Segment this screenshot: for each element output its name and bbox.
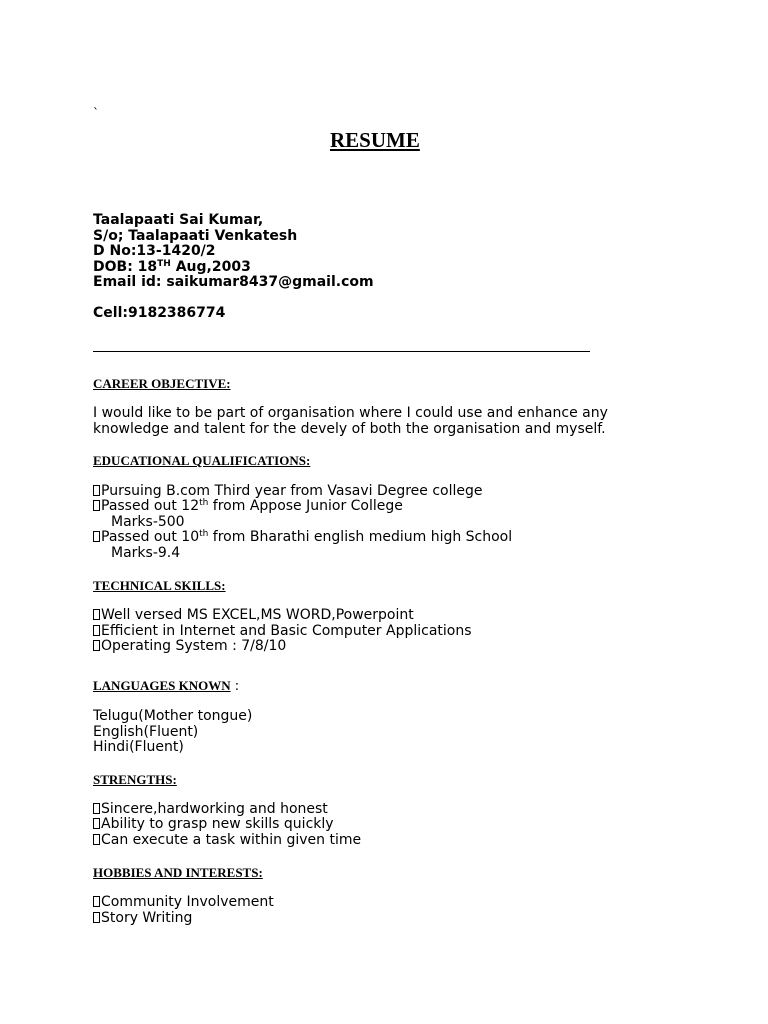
language-item: Telugu(Mother tongue) [93,708,253,724]
languages-heading: LANGUAGES KNOWN : [93,678,240,694]
hobbies-heading: HOBBIES AND INTERESTS: [93,865,263,880]
education-item: Passed out 10th from Bharathi english medium high School [93,530,512,546]
bullet-box-icon [93,640,100,651]
skill-item: Well versed MS EXCEL,MS WORD,Powerpoint [93,608,414,624]
education-item: Passed out 12th from Appose Junior College [93,499,403,515]
skill-item: Operating System : 7/8/10 [93,639,286,655]
divider [93,351,590,352]
date-of-birth: DOB: 18TH Aug,2003 [93,259,251,275]
bullet-box-icon [93,818,100,829]
bullet-box-icon [93,625,100,636]
language-item: English(Fluent) [93,724,199,740]
stray-mark: ` [93,106,99,120]
career-objective-line: knowledge and talent for the devely of both the organisation and myself. [93,421,606,437]
bullet-box-icon [93,485,100,496]
bullet-box-icon [93,531,100,542]
career-objective-line: I would like to be part of organisation where I could use and enhance any [93,405,608,421]
bullet-box-icon [93,912,100,923]
hobby-item: Story Writing [93,911,192,927]
education-item: Pursuing B.com Third year from Vasavi Degree college [93,484,483,500]
skill-item: Efficient in Internet and Basic Computer Applications [93,624,472,640]
hobby-item: Community Involvement [93,895,274,911]
parent-name: S/o; Taalapaati Venkatesh [93,228,298,244]
address: D No:13-1420/2 [93,243,216,259]
bullet-box-icon [93,609,100,620]
cell-number: Cell:9182386774 [93,305,226,321]
education-marks: Marks-9.4 [111,545,181,561]
strength-item: Can execute a task within given time [93,833,361,849]
language-item: Hindi(Fluent) [93,739,184,755]
bullet-box-icon [93,803,100,814]
candidate-name: Taalapaati Sai Kumar, [93,212,264,228]
education-heading: EDUCATIONAL QUALIFICATIONS: [93,453,311,468]
education-marks: Marks-500 [111,514,185,530]
strength-item: Ability to grasp new skills quickly [93,817,334,833]
strengths-heading: STRENGTHS: [93,772,177,787]
technical-skills-heading: TECHNICAL SKILLS: [93,578,226,593]
strength-item: Sincere,hardworking and honest [93,802,328,818]
bullet-box-icon [93,500,100,511]
email: Email id: saikumar8437@gmail.com [93,274,374,290]
bullet-box-icon [93,834,100,845]
bullet-box-icon [93,896,100,907]
career-objective-heading: CAREER OBJECTIVE: [93,376,231,391]
resume-title: RESUME [330,128,420,152]
